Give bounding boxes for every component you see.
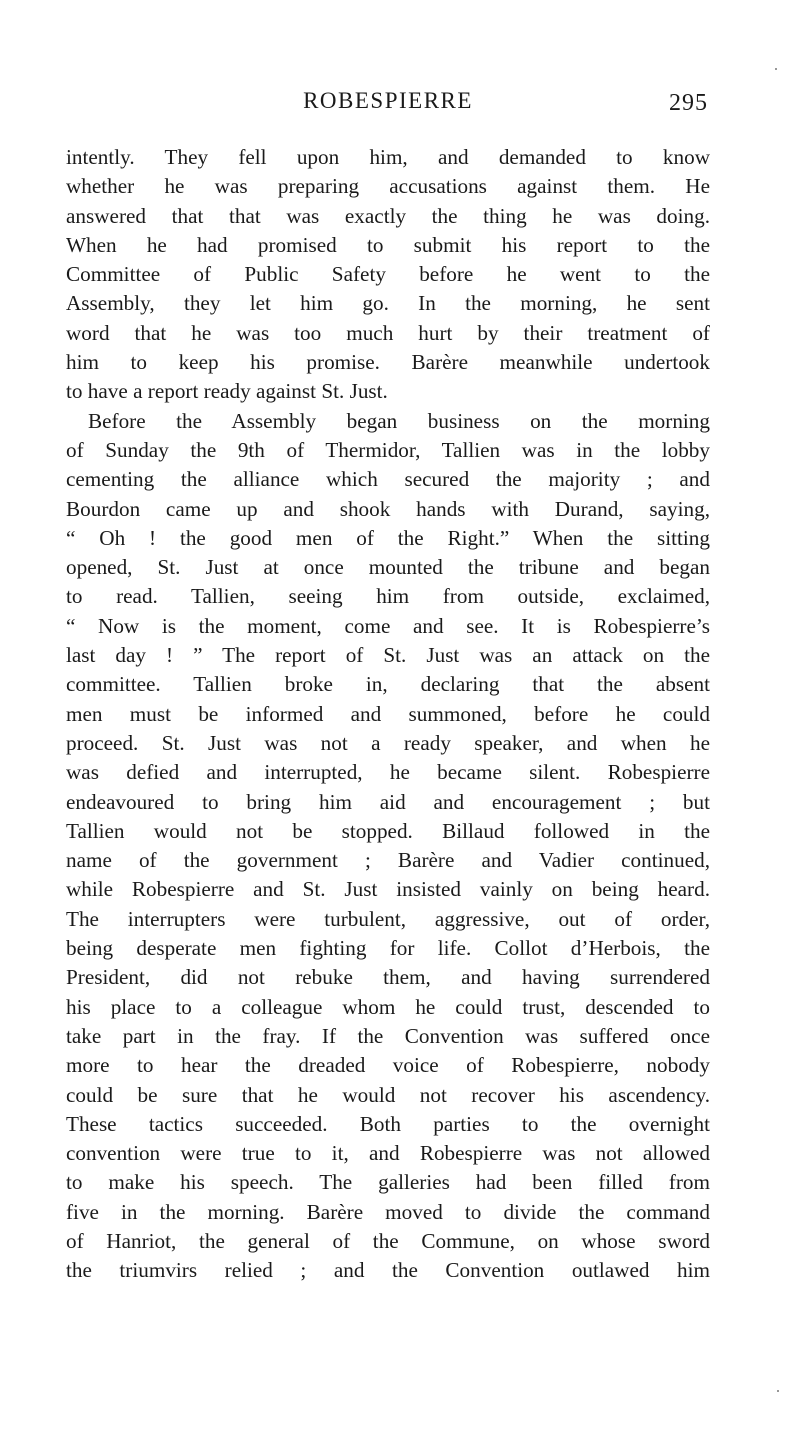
- text-line: men must be informed and summoned, before he could: [66, 701, 710, 726]
- text-line: “ Now is the moment, come and see. It is Robespierre’s: [66, 613, 710, 638]
- text-line: take part in the fray. If the Convention was suffered once: [66, 1023, 710, 1048]
- body-text: [66, 143, 710, 1286]
- text-line: answered that that was exactly the thing he was doing.: [66, 203, 710, 228]
- text-line: convention were true to it, and Robespierre was not allowed: [66, 1141, 710, 1166]
- scan-speck: [775, 68, 777, 70]
- text-line: name of the government ; Barère and Vadier continued,: [66, 848, 710, 873]
- text-line: Committee of Public Safety before he went to the: [66, 262, 710, 287]
- scan-speck: [777, 1390, 779, 1392]
- text-line: was defied and interrupted, he became silent. Robespierre: [66, 760, 710, 785]
- text-line: Bourdon came up and shook hands with Durand, saying,: [66, 496, 710, 521]
- text-line: endeavoured to bring him aid and encouragement ; but: [66, 789, 710, 814]
- text-line: Assembly, they let him go. In the morning, he sent: [66, 291, 710, 316]
- text-line: his place to a colleague whom he could trust, descended to: [66, 994, 710, 1019]
- text-line: word that he was too much hurt by their treatment of: [66, 320, 710, 345]
- text-line: the triumvirs relied ; and the Convention outlawed him: [66, 1258, 710, 1283]
- text-line: to have a report ready against St. Just.: [66, 379, 388, 404]
- text-line: committee. Tallien broke in, declaring that the absent: [66, 672, 710, 697]
- page-number: 295: [669, 90, 708, 116]
- text-line: opened, St. Just at once mounted the tribune and began: [66, 555, 710, 580]
- text-line: while Robespierre and St. Just insisted vainly on being heard.: [66, 877, 710, 902]
- text-line: The interrupters were turbulent, aggressive, out of order,: [66, 906, 710, 931]
- text-line: being desperate men fighting for life. Collot d’Herbois, the: [66, 936, 710, 961]
- text-line: intently. They fell upon him, and demanded to know: [66, 145, 710, 169]
- text-line: President, did not rebuke them, and having surrendered: [66, 965, 710, 990]
- text-line: “ Oh ! the good men of the Right.” When the sitting: [66, 525, 710, 550]
- text-line: whether he was preparing accusations against them. He: [66, 174, 710, 199]
- text-line: Before the Assembly began business on the morning: [88, 408, 710, 433]
- running-header: [66, 88, 710, 122]
- text-line: could be sure that he would not recover his ascendency.: [66, 1082, 710, 1107]
- text-line: him to keep his promise. Barère meanwhile undertook: [66, 350, 710, 375]
- text-line: last day ! ” The report of St. Just was an attack on the: [66, 643, 710, 668]
- text-line: of Hanriot, the general of the Commune, on whose sword: [66, 1228, 710, 1253]
- text-line: of Sunday the 9th of Thermidor, Tallien was in the lobby: [66, 437, 710, 462]
- text-line: to make his speech. The galleries had been filled from: [66, 1170, 710, 1195]
- text-line: cementing the alliance which secured the majority ; and: [66, 467, 710, 492]
- text-line: When he had promised to submit his report to the: [66, 232, 710, 257]
- text-line: proceed. St. Just was not a ready speaker, and when he: [66, 730, 710, 755]
- running-title: ROBESPIERRE: [303, 88, 473, 113]
- text-line: Tallien would not be stopped. Billaud followed in the: [66, 818, 710, 843]
- text-line: five in the morning. Barère moved to divide the command: [66, 1199, 710, 1224]
- text-line: to read. Tallien, seeing him from outside, exclaimed,: [66, 584, 710, 609]
- text-line: These tactics succeeded. Both parties to the overnight: [66, 1111, 710, 1136]
- text-line: more to hear the dreaded voice of Robespierre, nobody: [66, 1053, 710, 1078]
